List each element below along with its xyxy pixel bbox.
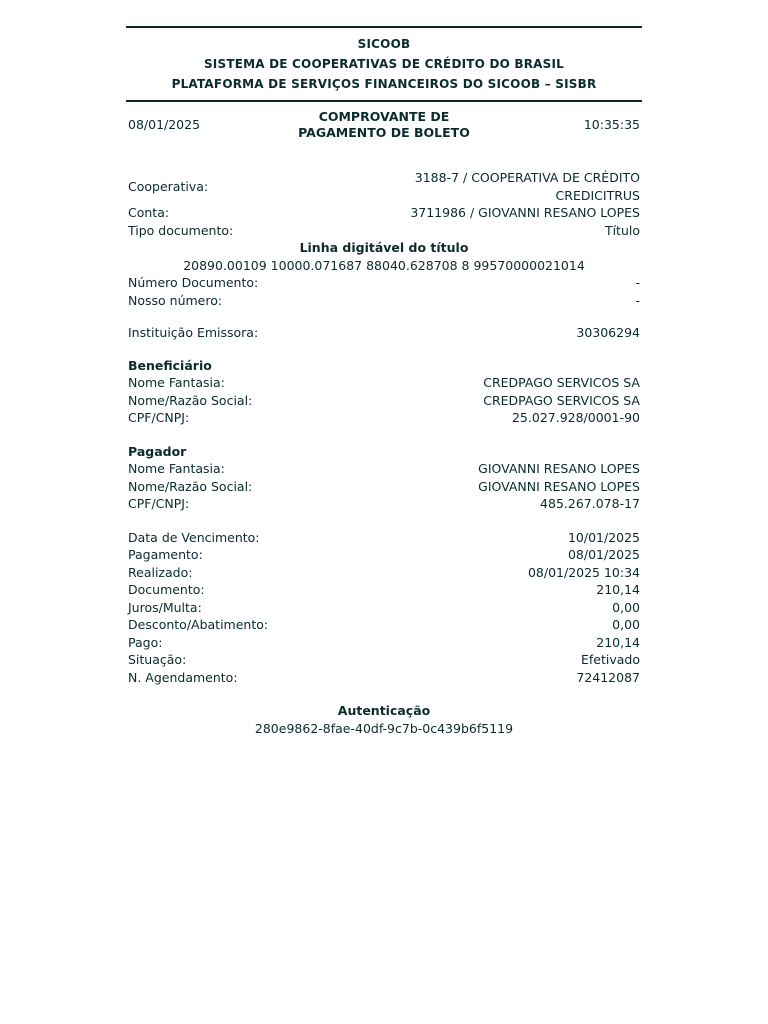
cooperativa-value-line1: 3188-7 / COOPERATIVA DE CRÉDITO <box>414 170 640 185</box>
instituicao-emissora-label: Instituição Emissora: <box>128 325 259 340</box>
data-vencimento-value: 10/01/2025 <box>567 529 640 545</box>
juros-multa-value: 0,00 <box>612 599 640 615</box>
cooperativa-value-line2: CREDICITRUS <box>555 187 640 203</box>
row-documento <box>126 581 642 599</box>
receipt-header <box>126 28 642 100</box>
beneficiario-razao-label: Nome/Razão Social: <box>128 392 253 408</box>
row-instituicao-emissora <box>126 324 642 342</box>
agendamento-value: 72412087 <box>576 669 640 685</box>
title-row <box>126 109 642 153</box>
header-brand: SICOOB <box>357 37 411 51</box>
row-cooperativa <box>126 169 642 204</box>
pagador-title: Pagador <box>128 443 187 459</box>
linha-digitavel-value: 20890.00109 10000.071687 88040.628708 8 99570000021014 <box>183 257 585 273</box>
conta-label: Conta: <box>128 205 170 220</box>
header-system-name: SISTEMA DE COOPERATIVAS DE CRÉDITO DO BRASIL <box>203 57 565 71</box>
conta-value: 3711986 / GIOVANNI RESANO LOPES <box>410 205 640 220</box>
instituicao-emissora-value: 30306294 <box>576 325 640 340</box>
nosso-numero-value: - <box>635 292 640 308</box>
pagador-cpf-label: CPF/CNPJ: <box>128 496 190 511</box>
issue-time: 10:35:35 <box>583 117 640 132</box>
beneficiario-title: Beneficiário <box>128 357 212 373</box>
beneficiario-fantasia-label: Nome Fantasia: <box>128 375 225 390</box>
tipo-documento-label: Tipo documento: <box>128 222 234 238</box>
row-numero-documento <box>126 274 642 292</box>
desconto-abatimento-value: 0,00 <box>612 617 640 632</box>
row-beneficiario-fantasia <box>126 374 642 392</box>
autenticacao-title: Autenticação <box>337 703 431 718</box>
pagamento-label: Pagamento: <box>128 547 203 562</box>
header-divider <box>126 100 642 102</box>
row-beneficiario-razao <box>126 392 642 410</box>
realizado-value: 08/01/2025 10:34 <box>527 564 640 580</box>
row-pago <box>126 634 642 652</box>
row-pagador-cpf <box>126 495 642 513</box>
situacao-label: Situação: <box>128 652 187 667</box>
agendamento-label: N. Agendamento: <box>128 669 238 685</box>
tipo-documento-value: Título <box>604 222 640 238</box>
row-realizado <box>126 564 642 582</box>
pagador-razao-value: GIOVANNI RESANO LOPES <box>478 478 640 494</box>
linha-digitavel-title: Linha digitável do título <box>299 240 469 255</box>
beneficiario-fantasia-value: CREDPAGO SERVICOS SA <box>483 375 640 390</box>
row-nosso-numero <box>126 292 642 310</box>
receipt-title <box>126 109 642 141</box>
receipt-title-line2: PAGAMENTO DE BOLETO <box>298 125 470 140</box>
receipt-document <box>126 0 642 737</box>
row-pagamento <box>126 546 642 564</box>
row-tipo-documento <box>126 222 642 240</box>
pago-value: 210,14 <box>596 634 640 650</box>
issue-date: 08/01/2025 <box>128 117 201 132</box>
cooperativa-label: Cooperativa: <box>128 178 209 194</box>
row-desconto-abatimento <box>126 616 642 634</box>
pagador-cpf-value: 485.267.078-17 <box>540 496 640 511</box>
documento-label: Documento: <box>128 582 205 597</box>
cooperativa-value <box>415 169 640 204</box>
nosso-numero-label: Nosso número: <box>128 292 223 308</box>
pagador-fantasia-value: GIOVANNI RESANO LOPES <box>478 461 640 476</box>
data-vencimento-label: Data de Vencimento: <box>128 529 260 545</box>
documento-value: 210,14 <box>596 582 640 597</box>
row-agendamento <box>126 669 642 687</box>
beneficiario-cpf-value: 25.027.928/0001-90 <box>511 410 640 425</box>
header-platform-name: PLATAFORMA DE SERVIÇOS FINANCEIROS DO SICOOB – SISBR <box>171 77 597 91</box>
row-situacao <box>126 651 642 669</box>
receipt-title-line1: COMPROVANTE DE <box>318 109 450 124</box>
beneficiario-cpf-label: CPF/CNPJ: <box>128 410 190 425</box>
row-pagador-fantasia <box>126 460 642 478</box>
row-juros-multa <box>126 599 642 617</box>
row-data-vencimento <box>126 529 642 547</box>
pago-label: Pago: <box>128 634 163 650</box>
numero-documento-label: Número Documento: <box>128 275 259 290</box>
numero-documento-value: - <box>635 275 640 290</box>
pagamento-value: 08/01/2025 <box>567 547 640 562</box>
juros-multa-label: Juros/Multa: <box>128 599 202 615</box>
row-conta <box>126 204 642 222</box>
pagador-fantasia-label: Nome Fantasia: <box>128 461 225 476</box>
desconto-abatimento-label: Desconto/Abatimento: <box>128 617 269 632</box>
pagador-razao-label: Nome/Razão Social: <box>128 478 253 494</box>
situacao-value: Efetivado <box>580 652 640 667</box>
beneficiario-razao-value: CREDPAGO SERVICOS SA <box>483 392 640 408</box>
row-beneficiario-cpf <box>126 409 642 427</box>
autenticacao-value: 280e9862-8fae-40df-9c7b-0c439b6f5119 <box>254 720 514 736</box>
row-pagador-razao <box>126 478 642 496</box>
realizado-label: Realizado: <box>128 564 193 580</box>
